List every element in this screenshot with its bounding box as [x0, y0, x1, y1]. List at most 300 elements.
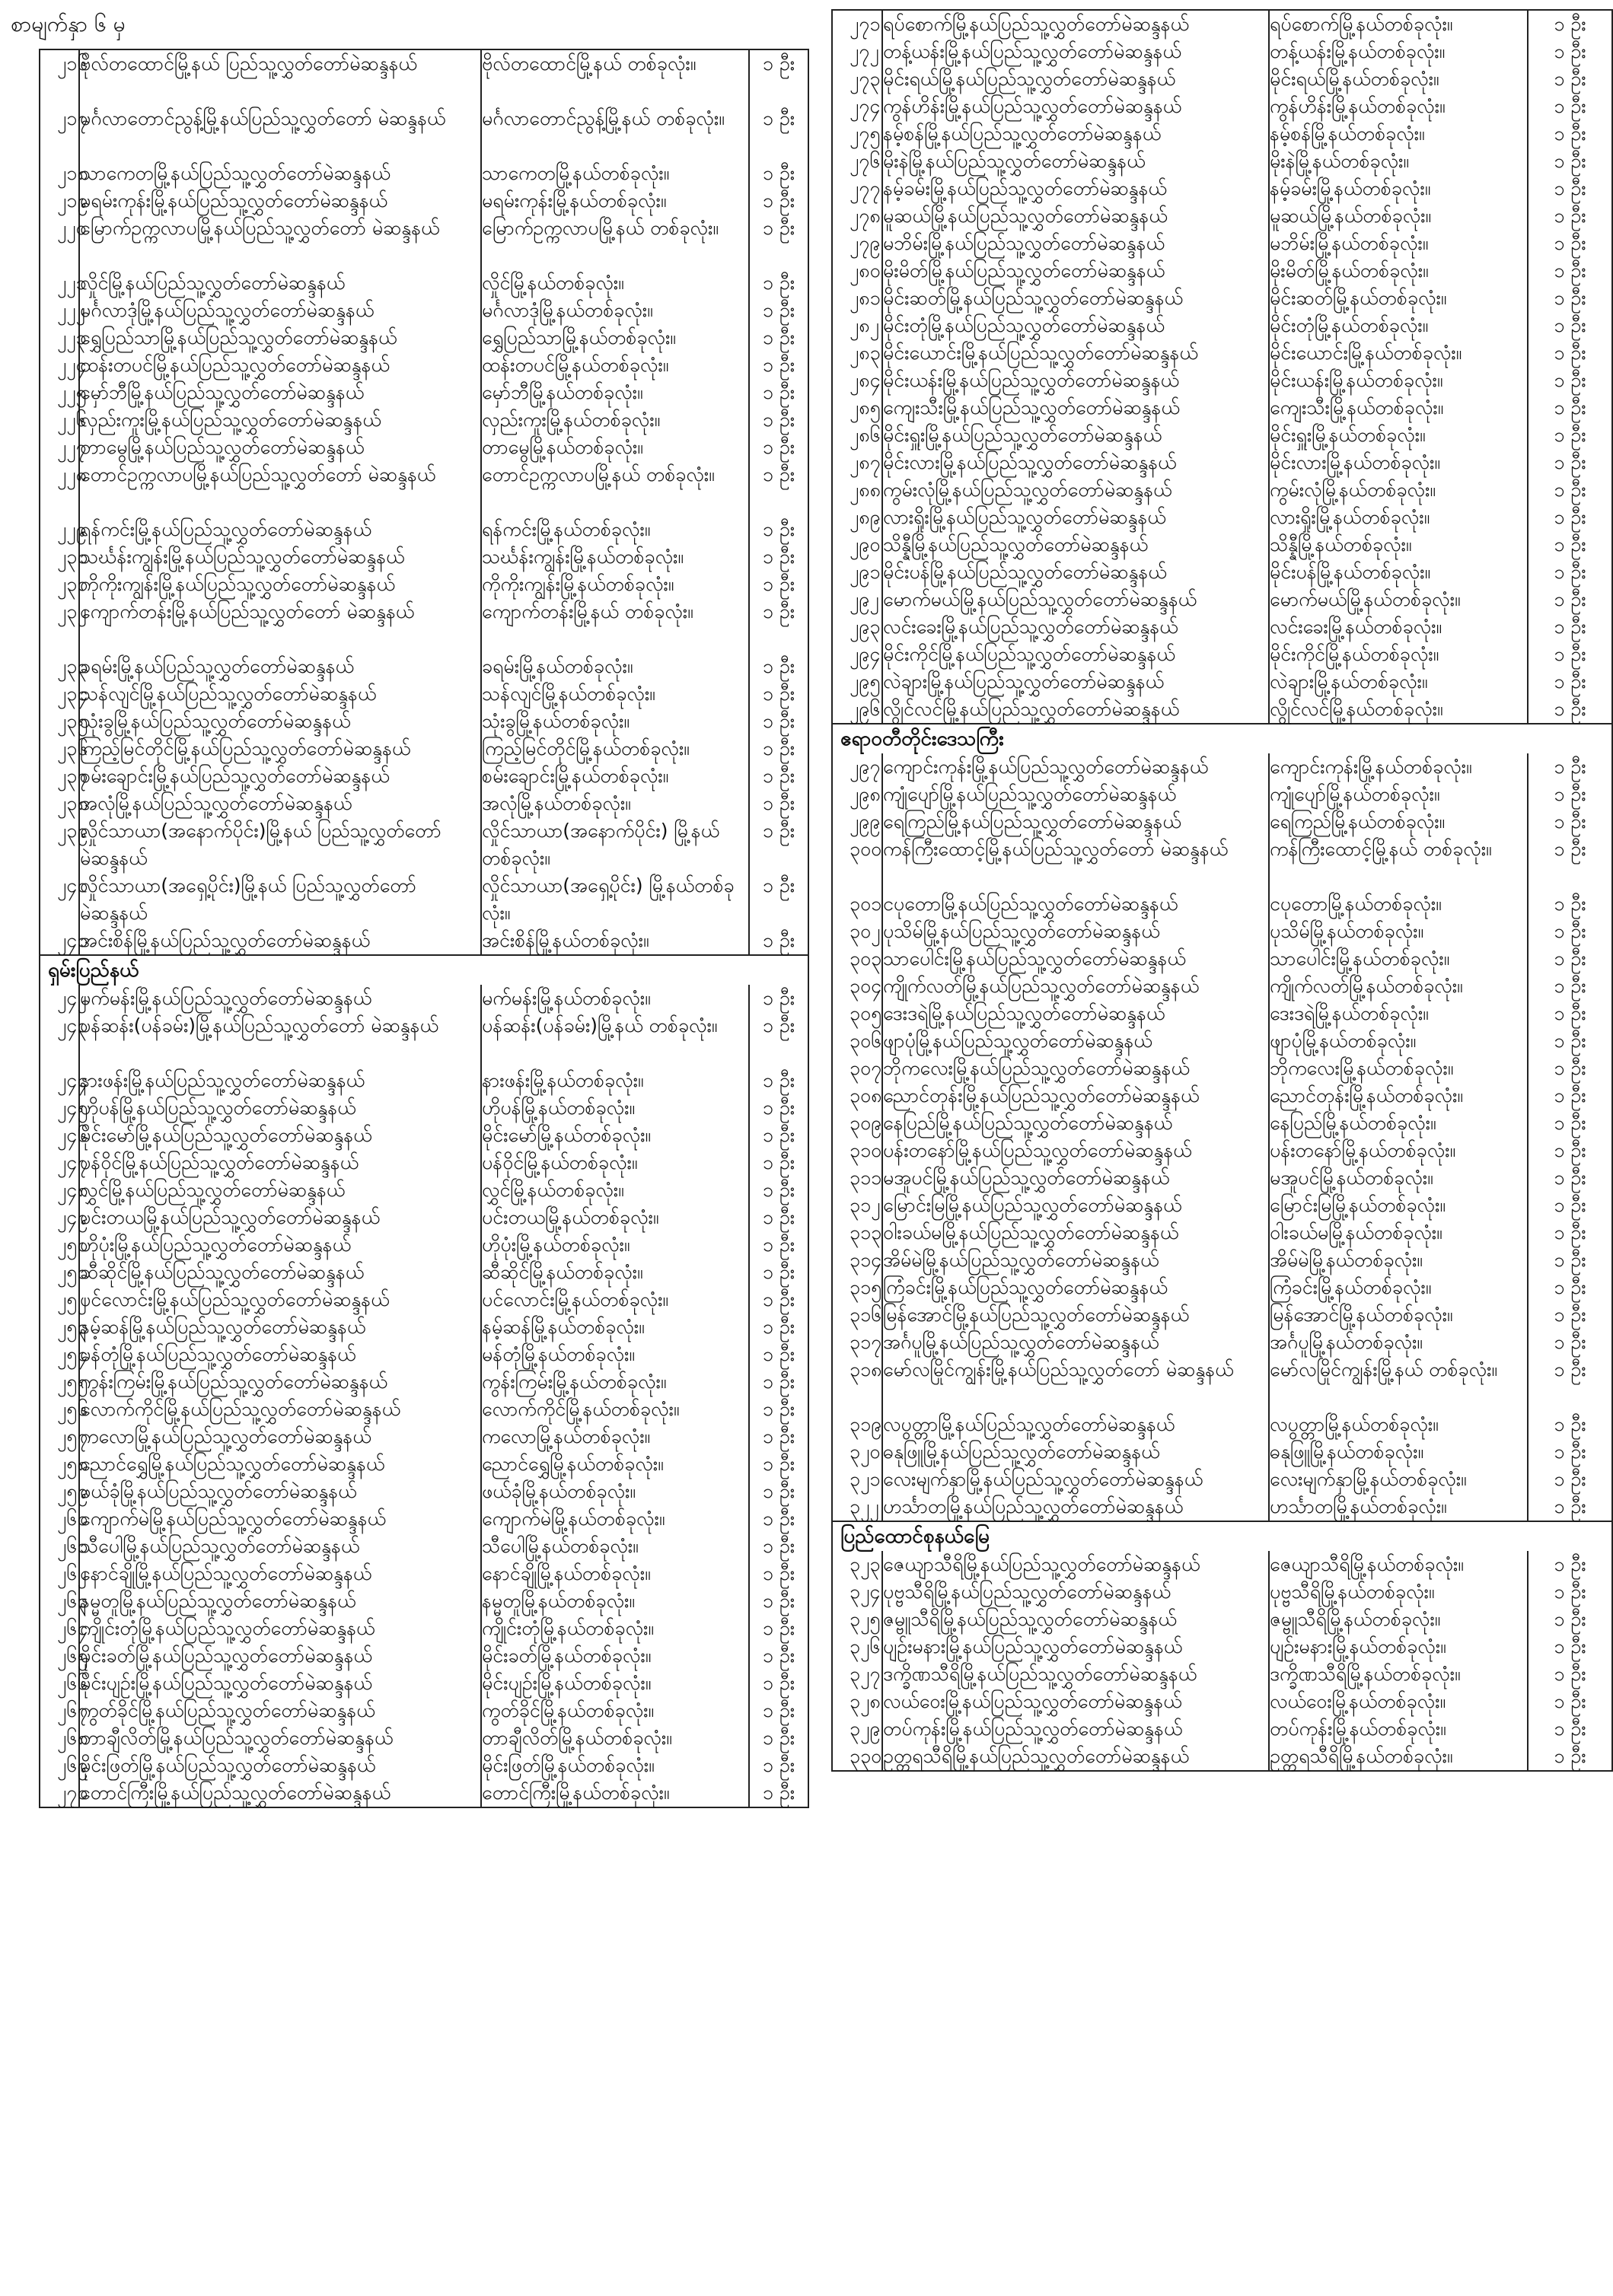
constituency-name: လှည်းကူးမြို့နယ်ပြည်သူ့လွှတ်တော်မဲဆန္ဒနယ်	[80, 409, 381, 431]
row-number: ၂၉၉	[850, 810, 881, 833]
row-number: ၂၆၆	[57, 1672, 88, 1694]
row-number: ၂၃၁	[57, 573, 88, 595]
constituency-area: ပုဗ္ဗသီရိမြို့နယ်တစ်ခုလုံး။	[1270, 1581, 1435, 1603]
row-number: ၃၀၄	[850, 975, 882, 997]
representative-count: ၁ ဦး	[762, 463, 795, 486]
constituency-name: မှော်ဘီမြို့နယ်ပြည်သူ့လွှတ်တော်မဲဆန္ဒနယ်	[80, 381, 365, 403]
representative-count: ၁ ဦး	[762, 1343, 795, 1365]
constituency-name: မင်္ဂလာဒုံမြို့နယ်ပြည်သူ့လွှတ်တော်မဲဆန္ဒနယ်	[80, 299, 375, 321]
representative-count: ၁ ဦး	[1554, 13, 1586, 35]
section-heading-row	[40, 955, 808, 985]
representative-count: ၁ ဦး	[1554, 1030, 1586, 1052]
constituency-area: မော်လမြိုင်ကျွန်းမြို့နယ် တစ်ခုလုံး။	[1270, 1358, 1497, 1380]
row-number: ၃၁၂	[850, 1194, 881, 1216]
representative-count: ၁ ဦး	[1554, 947, 1586, 970]
constituency-name: မိုင်းရယ်မြို့နယ်ပြည်သူ့လွှတ်တော်မဲဆန္ဒနယ်	[883, 68, 1176, 90]
representative-count: ၁ ဦး	[762, 1535, 795, 1557]
serial-number-column	[832, 10, 882, 724]
row-number: ၂၃၃	[57, 655, 88, 677]
row-number: ၂၉၂	[850, 588, 879, 610]
row-number: ၃၁၄	[850, 1249, 882, 1271]
representative-count: ၁ ဦး	[762, 1480, 795, 1502]
representative-count: ၁ ဦး	[1554, 1331, 1586, 1353]
constituency-name: သန်လျင်မြို့နယ်ပြည်သူ့လွှတ်တော်မဲဆန္ဒနယ်	[80, 683, 377, 705]
count-column	[749, 49, 808, 955]
constituency-name: ပန်းတနော်မြို့နယ်ပြည်သူ့လွှတ်တော်မဲဆန္ဒနယ်	[883, 1139, 1192, 1161]
area-column	[481, 985, 749, 1807]
row-number: ၂၆၂	[57, 1562, 87, 1584]
row-number: ၂၉၄	[850, 643, 881, 665]
constituency-name: မိုးနဲမြို့နယ်ပြည်သူ့လွှတ်တော်မဲဆန္ဒနယ်	[883, 150, 1146, 172]
constituency-area: မအူပင်မြို့နယ်တစ်ခုလုံး။	[1270, 1167, 1433, 1189]
constituency-area: ကွမ်းလုံမြို့နယ်တစ်ခုလုံး။	[1270, 479, 1436, 501]
constituency-area: ကွန်ဟိန်းမြို့နယ်တစ်ခုလုံး။	[1270, 95, 1446, 117]
constituency-name: ကြည့်မြင်တိုင်မြို့နယ်ပြည်သူ့လွှတ်တော်မဲဆန္ဒနယ်	[80, 737, 411, 759]
constituency-name: ရေကြည်မြို့နယ်ပြည်သူ့လွှတ်တော်မဲဆန္ဒနယ်	[883, 810, 1181, 833]
representative-count: ၁ ဦး	[1554, 975, 1586, 997]
constituency-name: ဥတ္တရသီရိမြို့နယ်ပြည်သူ့လွှတ်တော်မဲဆန္ဒနယ်	[883, 1745, 1189, 1767]
representative-count: ၁ ဦး	[1554, 1413, 1586, 1435]
representative-count: ၁ ဦး	[762, 820, 795, 842]
representative-count: ၁ ဦး	[762, 381, 795, 403]
constituency-name: တန့်ယန်းမြို့နယ်ပြည်သူ့လွှတ်တော်မဲဆန္ဒနယ်	[883, 40, 1181, 62]
representative-count: ၁ ဦး	[1554, 1112, 1586, 1134]
row-number: ၂၈၇	[850, 451, 881, 473]
constituency-area: မိုင်းလားမြို့နယ်တစ်ခုလုံး။	[1270, 451, 1440, 473]
section-body-row	[832, 10, 1612, 724]
row-number: ၂၈၈	[850, 479, 881, 501]
constituency-area: တာချီလိတ်မြို့နယ်တစ်ခုလုံး။	[482, 1727, 672, 1749]
constituency-name: မူဆယ်မြို့နယ်ပြည်သူ့လွှတ်တော်မဲဆန္ဒနယ်	[883, 205, 1168, 227]
representative-count: ၁ ဦး	[1554, 123, 1586, 145]
constituency-name: ကွမ်းလုံမြို့နယ်ပြည်သူ့လွှတ်တော်မဲဆန္ဒနယ်	[883, 479, 1172, 501]
row-number: ၂၂၄	[57, 354, 87, 376]
row-number: ၂၄၂	[57, 987, 87, 1009]
constituency-area: ခရမ်းမြို့နယ်တစ်ခုလုံး။	[482, 655, 633, 677]
row-number: ၂၆၇	[57, 1699, 88, 1721]
constituency-area: မိုင်းဆတ်မြို့နယ်တစ်ခုလုံး။	[1270, 287, 1447, 309]
row-number: ၂၉၈	[850, 783, 881, 805]
representative-count: ၁ ဦး	[1554, 1057, 1586, 1079]
constituency-name: ကျိုက်လတ်မြို့နယ်ပြည်သူ့လွှတ်တော်မဲဆန္ဒနယ်	[883, 975, 1200, 997]
constituency-area: ဖျာပုံမြို့နယ်တစ်ခုလုံး။	[1270, 1030, 1417, 1052]
constituency-area: ကွန်းကြမ်းမြို့နယ်တစ်ခုလုံး။	[482, 1371, 667, 1393]
constituency-name: ငပုတောမြို့နယ်ပြည်သူ့လွှတ်တော်မဲဆန္ဒနယ်	[883, 893, 1178, 915]
representative-count: ၁ ဦး	[762, 929, 795, 951]
constituency-name: အိမ်မဲမြို့နယ်ပြည်သူ့လွှတ်တော်မဲဆန္ဒနယ်	[883, 1249, 1159, 1271]
constituency-name: နားဖန်းမြို့နယ်ပြည်သူ့လွှတ်တော်မဲဆန္ဒနယ်	[80, 1069, 365, 1091]
representative-count: ၁ ဦး	[1554, 783, 1586, 805]
constituency-name: လောက်ကိုင်မြို့နယ်ပြည်သူ့လွှတ်တော်မဲဆန္ဒနယ်	[80, 1398, 400, 1420]
row-number: ၂၂၈	[57, 463, 87, 486]
representative-count: ၁ ဦး	[762, 600, 795, 623]
constituency-area: မှော်ဘီမြို့နယ်တစ်ခုလုံး။	[482, 381, 643, 403]
constituency-name: ကန်ကြီးထောင့်မြို့နယ်ပြည်သူ့လွှတ်တော် မဲဆန္ဒနယ်	[883, 838, 1229, 860]
representative-count: ၁ ဦး	[1554, 1221, 1586, 1244]
constituency-area: ကျောက်တန်းမြို့နယ် တစ်ခုလုံး။	[482, 600, 693, 623]
constituency-name: တာမွေမြို့နယ်ပြည်သူ့လွှတ်တော်မဲဆန္ဒနယ်	[80, 436, 365, 458]
row-number: ၂၈၀	[850, 260, 881, 282]
row-number: ၃၁၆	[850, 1304, 882, 1326]
count-column	[1528, 1551, 1612, 1771]
constituency-name: ထန်းတပင်မြို့နယ်ပြည်သူ့လွှတ်တော်မဲဆန္ဒနယ်	[80, 354, 390, 376]
constituency-name: မိုင်းကိုင်မြို့နယ်ပြည်သူ့လွှတ်တော်မဲဆန္ဒနယ်	[883, 643, 1175, 665]
row-number: ၃၀၇	[850, 1057, 882, 1079]
constituency-area: ဥတ္တရသီရိမြို့နယ်တစ်ခုလုံး။	[1270, 1745, 1453, 1767]
constituency-area: ဝါးခယ်မမြို့နယ်တစ်ခုလုံး။	[1270, 1221, 1442, 1244]
row-number: ၂၇၅	[850, 123, 881, 145]
constituency-name: ကျိုင်းတုံမြို့နယ်ပြည်သူ့လွှတ်တော်မဲဆန္ဒနယ်	[80, 1617, 375, 1639]
row-number: ၂၃၀	[57, 546, 88, 568]
constituency-area: တောင်ကြီးမြို့နယ်တစ်ခုလုံး။	[482, 1782, 670, 1804]
constituency-name: တာချီလိတ်မြို့နယ်ပြည်သူ့လွှတ်တော်မဲဆန္ဒနယ်	[80, 1727, 394, 1749]
representative-count: ၁ ဦး	[1554, 670, 1586, 693]
constituency-area: ရပ်စောက်မြို့နယ်တစ်ခုလုံး။	[1270, 13, 1453, 35]
count-column	[1528, 10, 1612, 724]
representative-count: ၁ ဦး	[1554, 1608, 1586, 1630]
row-number: ၂၅၅	[57, 1371, 88, 1393]
row-number: ၃၁၇	[850, 1331, 882, 1353]
constituency-name: မော်လမြိုင်ကျွန်းမြို့နယ်ပြည်သူ့လွှတ်တော် မဲဆန္ဒနယ်	[883, 1358, 1234, 1380]
row-number: ၂၇၈	[850, 205, 881, 227]
representative-count: ၁ ဦး	[1554, 1718, 1586, 1740]
constituency-area: လေးမျက်နှာမြို့နယ်တစ်ခုလုံး။	[1270, 1468, 1467, 1490]
row-number: ၂၃၄	[57, 683, 88, 705]
representative-count: ၁ ဦး	[762, 326, 795, 349]
constituency-name: ကျောင်းကုန်းမြို့နယ်ပြည်သူ့လွှတ်တော်မဲဆန္ဒနယ်	[883, 756, 1209, 778]
constituency-name: ကွန်ဟိန်းမြို့နယ်ပြည်သူ့လွှတ်တော်မဲဆန္ဒနယ်	[883, 95, 1182, 117]
constituency-name: အင်္ဂပူမြို့နယ်ပြည်သူ့လွှတ်တော်မဲဆန္ဒနယ်	[883, 1331, 1159, 1353]
constituency-area: မိုင်းပျဉ်းမြို့နယ်တစ်ခုလုံး။	[482, 1672, 652, 1694]
representative-count: ၁ ဦး	[1554, 232, 1586, 254]
serial-number-column	[40, 985, 88, 1807]
representative-count: ၁ ဦး	[1554, 68, 1586, 90]
representative-count: ၁ ဦး	[1554, 698, 1586, 720]
representative-count: ၁ ဦး	[1554, 561, 1586, 583]
row-number: ၂၄၉	[57, 1206, 88, 1228]
representative-count: ၁ ဦး	[762, 710, 795, 732]
constituency-area: မိုင်းဖြတ်မြို့နယ်တစ်ခုလုံး။	[482, 1754, 655, 1776]
constituency-name: သာကေတမြို့နယ်ပြည်သူ့လွှတ်တော်မဲဆန္ဒနယ်	[80, 162, 390, 184]
constituency-name: မန်တုံမြို့နယ်ပြည်သူ့လွှတ်တော်မဲဆန္ဒနယ်	[80, 1343, 356, 1365]
representative-count: ၁ ဦး	[1554, 533, 1586, 556]
constituency-area: မောက်မယ်မြို့နယ်တစ်ခုလုံး။	[1270, 588, 1461, 610]
row-number: ၂၆၁	[57, 1535, 88, 1557]
constituency-name: ကျောက်မဲမြို့နယ်ပြည်သူ့လွှတ်တော်မဲဆန္ဒနယ်	[80, 1508, 386, 1530]
constituency-area: သန်လျင်မြို့နယ်တစ်ခုလုံး။	[482, 683, 655, 705]
row-number: ၂၄၇	[57, 1151, 88, 1173]
serial-number-column	[832, 1551, 882, 1771]
constituency-area: မင်္ဂလာဒုံမြို့နယ်တစ်ခုလုံး။	[482, 299, 653, 321]
constituency-name: ရပ်စောက်မြို့နယ်ပြည်သူ့လွှတ်တော်မဲဆန္ဒနယ်	[883, 13, 1189, 35]
row-number: ၂၂၉	[57, 518, 87, 540]
constituency-area: မိုးနဲမြို့နယ်တစ်ခုလုံး။	[1270, 150, 1409, 172]
row-number: ၃၁၈	[850, 1358, 882, 1380]
constituency-area: ပန်ဆန်း(ပန်ခမ်း)မြို့နယ် တစ်ခုလုံး။	[482, 1014, 718, 1037]
representative-count: ၁ ဦး	[762, 299, 795, 321]
row-number: ၂၇၆	[850, 150, 881, 172]
representative-count: ၁ ဦး	[762, 1727, 795, 1749]
constituency-area: ဇေယျာသီရိမြို့နယ်တစ်ခုလုံး။	[1270, 1553, 1464, 1575]
constituency-area: လင်းခေးမြို့နယ်တစ်ခုလုံး။	[1270, 616, 1442, 638]
constituency-name: မိုင်းလားမြို့နယ်ပြည်သူ့လွှတ်တော်မဲဆန္ဒနယ်	[883, 451, 1177, 473]
row-number: ၂၂၅	[57, 381, 87, 403]
constituency-name: လယ်ဝေးမြို့နယ်ပြည်သူ့လွှတ်တော်မဲဆန္ဒနယ်	[883, 1690, 1182, 1712]
representative-count: ၁ ဦး	[1554, 150, 1586, 172]
constituency-name: မိုင်းပန်မြို့နယ်ပြည်သူ့လွှတ်တော်မဲဆန္ဒနယ်	[883, 561, 1167, 583]
constituency-area: နေပြည်မြို့နယ်တစ်ခုလုံး။	[1270, 1112, 1436, 1134]
constituency-area: နောင်ချိုမြို့နယ်တစ်ခုလုံး။	[482, 1562, 651, 1584]
constituency-area: လပွတ္တာမြို့နယ်တစ်ခုလုံး။	[1270, 1413, 1439, 1435]
constituency-name: တပ်ကုန်းမြို့နယ်ပြည်သူ့လွှတ်တော်မဲဆန္ဒနယ်	[883, 1718, 1183, 1740]
row-number: ၂၄၅	[57, 1097, 88, 1119]
representative-count: ၁ ဦး	[1554, 369, 1586, 391]
constituency-area: ဟင်္သာတမြို့နယ်တစ်ခုလုံး။	[1270, 1495, 1447, 1517]
constituency-name: အင်းစိန်မြို့နယ်ပြည်သူ့လွှတ်တော်မဲဆန္ဒနယ်	[80, 929, 371, 951]
representative-count: ၁ ဦး	[762, 107, 795, 129]
constituency-name: မအူပင်မြို့နယ်ပြည်သူ့လွှတ်တော်မဲဆန္ဒနယ်	[883, 1167, 1170, 1189]
representative-count: ၁ ဦး	[762, 1645, 795, 1667]
row-number: ၂၆၄	[57, 1617, 88, 1639]
constituency-area: မိုင်းရယ်မြို့နယ်တစ်ခုလုံး။	[1270, 68, 1439, 90]
constituency-name: မိုင်းရှူးမြို့နယ်ပြည်သူ့လွှတ်တော်မဲဆန္ဒနယ်	[883, 424, 1162, 446]
representative-count: ၁ ဦး	[1554, 40, 1586, 62]
row-number: ၂၉၀	[850, 533, 881, 556]
constituency-area: ကျောက်မဲမြို့နယ်တစ်ခုလုံး။	[482, 1508, 665, 1530]
constituency-area: ကလောမြို့နယ်တစ်ခုလုံး။	[482, 1425, 651, 1447]
row-number: ၂၂၆	[57, 409, 87, 431]
constituency-area: တပ်ကုန်းမြို့နယ်တစ်ခုလုံး။	[1270, 1718, 1446, 1740]
constituency-name: မက်မန်းမြို့နယ်ပြည်သူ့လွှတ်တော်မဲဆန္ဒနယ်	[80, 987, 372, 1009]
row-number: ၂၄၈	[57, 1179, 88, 1201]
constituency-area: ကျုံပျော်မြို့နယ်တစ်ခုလုံး။	[1270, 783, 1440, 805]
constituency-name: မြောက်ဥက္ကလာပမြို့နယ်ပြည်သူ့လွှတ်တော် မဲဆန္ဒနယ်	[80, 217, 440, 239]
representative-count: ၁ ဦး	[1554, 1358, 1586, 1380]
constituency-area: နမ့်ခမ်းမြို့နယ်တစ်ခုလုံး။	[1270, 177, 1431, 199]
representative-count: ၁ ဦး	[762, 1508, 795, 1530]
constituency-area: လောက်ကိုင်မြို့နယ်တစ်ခုလုံး။	[482, 1398, 680, 1420]
constituency-name: နမ့်ခမ်းမြို့နယ်ပြည်သူ့လွှတ်တော်မဲဆန္ဒနယ်	[883, 177, 1167, 199]
constituency-name: ပန်ဆန်း(ပန်ခမ်း)မြို့နယ်ပြည်သူ့လွှတ်တော် မဲဆန္ဒနယ်	[80, 1014, 438, 1037]
representative-count: ၁ ဦး	[762, 518, 795, 540]
constituency-area: ဆီဆိုင်မြို့နယ်တစ်ခုလုံး။	[482, 1261, 643, 1283]
constituency-area: ပျဉ်းမနားမြို့နယ်တစ်ခုလုံး။	[1270, 1635, 1446, 1658]
constituency-area: မိုင်းကိုင်မြို့နယ်တစ်ခုလုံး။	[1270, 643, 1439, 665]
constituency-name: ရန်ကင်းမြို့နယ်ပြည်သူ့လွှတ်တော်မဲဆန္ဒနယ်	[80, 518, 371, 540]
row-number: ၂၃၂	[57, 600, 87, 623]
representative-count: ၁ ဦး	[1554, 1690, 1586, 1712]
constituency-area: သာကေတမြို့နယ်တစ်ခုလုံး။	[482, 162, 670, 184]
constituency-name: လှိုင်သာယာ(အရှေ့ပိုင်း)မြို့နယ် ပြည်သူ့လွှတ်တော်မဲဆန္ဒနယ်	[80, 874, 416, 924]
section-heading: ဧရာဝတီတိုင်းဒေသကြီး	[840, 728, 1004, 750]
representative-count: ၁ ဦး	[762, 1754, 795, 1776]
row-number: ၃၀၈	[850, 1084, 882, 1107]
row-number: ၂၇၁	[850, 13, 881, 35]
constituency-area: ကိုကိုးကျွန်းမြို့နယ်တစ်ခုလုံး။	[482, 573, 674, 595]
constituency-name: လှိုင်သာယာ(အနောက်ပိုင်း)မြို့နယ် ပြည်သူ့လွှတ်တော်မဲဆန္ဒနယ်	[80, 820, 442, 869]
row-number: ၃၂၈	[850, 1690, 881, 1712]
constituency-name: ကြံခင်းမြို့နယ်ပြည်သူ့လွှတ်တော်မဲဆန္ဒနယ်	[883, 1276, 1168, 1298]
count-column	[749, 985, 808, 1807]
constituency-name: ဆီဆိုင်မြို့နယ်ပြည်သူ့လွှတ်တော်မဲဆန္ဒနယ်	[80, 1261, 365, 1283]
constituency-name: မိုးမိတ်မြို့နယ်ပြည်သူ့လွှတ်တော်မဲဆန္ဒနယ်	[883, 260, 1165, 282]
constituency-area: မူဆယ်မြို့နယ်တစ်ခုလုံး။	[1270, 205, 1432, 227]
representative-count: ၁ ဦး	[762, 272, 795, 294]
constituency-area: ဒေးဒရဲမြို့နယ်တစ်ခုလုံး။	[1270, 1002, 1429, 1024]
representative-count: ၁ ဦး	[762, 1316, 795, 1338]
constituency-area: သာပေါင်းမြို့နယ်တစ်ခုလုံး။	[1270, 947, 1450, 970]
constituency-area: ညောင်တုန်းမြို့နယ်တစ်ခုလုံး။	[1270, 1084, 1463, 1107]
representative-count: ၁ ဦး	[1554, 1441, 1586, 1463]
constituency-name: လပွတ္တာမြို့နယ်ပြည်သူ့လွှတ်တော်မဲဆန္ဒနယ်	[883, 1413, 1175, 1435]
row-number: ၃၀၀	[850, 838, 882, 860]
row-number: ၂၇၄	[850, 95, 881, 117]
constituency-area: ကျိုက်လတ်မြို့နယ်တစ်ခုလုံး။	[1270, 975, 1463, 997]
representative-count: ၁ ဦး	[762, 546, 795, 568]
row-number: ၂၃၈	[57, 792, 88, 814]
row-number: ၃၁၁	[850, 1167, 882, 1189]
row-number: ၂၅၃	[57, 1316, 88, 1338]
row-number: ၂၅၄	[57, 1343, 88, 1365]
constituency-name: မောက်မယ်မြို့နယ်ပြည်သူ့လွှတ်တော်မဲဆန္ဒနယ်	[883, 588, 1197, 610]
representative-count: ၁ ဦး	[1554, 1249, 1586, 1271]
constituency-name: ပင်လောင်းမြို့နယ်ပြည်သူ့လွှတ်တော်မဲဆန္ဒနယ်	[80, 1288, 390, 1310]
constituency-name: သာပေါင်းမြို့နယ်ပြည်သူ့လွှတ်တော်မဲဆန္ဒနယ်	[883, 947, 1186, 970]
constituency-name: ဒက္ခိဏသီရိမြို့နယ်ပြည်သူ့လွှတ်တော်မဲဆန္ဒနယ်	[883, 1663, 1197, 1685]
constituency-name: ဘိုကလေးမြို့နယ်ပြည်သူ့လွှတ်တော်မဲဆန္ဒနယ်	[883, 1057, 1190, 1079]
row-number: ၃၀၃	[850, 947, 882, 970]
representative-count: ၁ ဦး	[1554, 1304, 1586, 1326]
constituency-name: ဖျာပုံမြို့နယ်ပြည်သူ့လွှတ်တော်မဲဆန္ဒနယ်	[883, 1030, 1152, 1052]
representative-count: ၁ ဦး	[1554, 396, 1586, 419]
constituency-name: သင်္ဃန်းကျွန်းမြို့နယ်ပြည်သူ့လွှတ်တော်မဲဆန္ဒနယ်	[80, 546, 405, 568]
constituency-area: လဲချားမြို့နယ်တစ်ခုလုံး။	[1270, 670, 1428, 693]
representative-count: ၁ ဦး	[762, 1097, 795, 1119]
constituency-area: လားရှိုးမြို့နယ်တစ်ခုလုံး။	[1270, 506, 1430, 528]
constituency-area: ဗိုလ်တထောင်မြို့နယ် တစ်ခုလုံး။	[482, 53, 697, 75]
count-column	[1528, 753, 1612, 1521]
constituency-area: သုံးခွမြို့နယ်တစ်ခုလုံး။	[482, 710, 630, 732]
row-number: ၂၆၈	[57, 1727, 88, 1749]
representative-count: ၁ ဦး	[1554, 588, 1586, 610]
constituency-area: ဟိုပုံးမြို့နယ်တစ်ခုလုံး။	[482, 1234, 630, 1256]
representative-count: ၁ ဦး	[1554, 1002, 1586, 1024]
constituency-area: လွိုင်လင်မြို့နယ်တစ်ခုလုံး။	[1270, 698, 1443, 720]
constituency-name: ဓနုဖြူမြို့နယ်ပြည်သူ့လွှတ်တော်မဲဆန္ဒနယ်	[883, 1441, 1160, 1463]
constituency-area: လှိုင်သာယာ(အရှေ့ပိုင်း) မြို့နယ်တစ်ခုလုံး။	[482, 874, 735, 924]
constituency-area: ကျေးသီးမြို့နယ်တစ်ခုလုံး။	[1270, 396, 1444, 419]
constituency-name: မိုင်းမော်မြို့နယ်ပြည်သူ့လွှတ်တော်မဲဆန္ဒနယ်	[80, 1124, 372, 1146]
constituency-name: ဟိုပုံးမြို့နယ်ပြည်သူ့လွှတ်တော်မဲဆန္ဒနယ်	[80, 1234, 351, 1256]
representative-count: ၁ ဦး	[762, 217, 795, 239]
constituency-area: ကျောင်းကုန်းမြို့နယ်တစ်ခုလုံး။	[1270, 756, 1472, 778]
representative-count: ၁ ဦး	[1554, 756, 1586, 778]
representative-count: ၁ ဦး	[1554, 1194, 1586, 1216]
constituency-area: လှည်းကူးမြို့နယ်တစ်ခုလုံး။	[482, 409, 661, 431]
row-number: ၂၇၉	[850, 232, 881, 254]
representative-count: ၁ ဦး	[762, 1782, 795, 1804]
section-body-row	[832, 1551, 1612, 1771]
constituency-area: ပုသိမ်မြို့နယ်တစ်ခုလုံး။	[1270, 920, 1424, 942]
constituency-name: မင်္ဂလာတောင်ညွန့်မြို့နယ်ပြည်သူ့လွှတ်တော် မဲဆန္ဒနယ်	[80, 107, 446, 129]
section-heading: ရှမ်းပြည်နယ်	[48, 959, 139, 982]
row-number: ၂၁၉	[57, 189, 88, 212]
row-number: ၃၂၇	[850, 1663, 881, 1685]
row-number: ၃၂၀	[850, 1441, 881, 1463]
constituency-name: လွှင်မြို့နယ်ပြည်သူ့လွှတ်တော်မဲဆန္ဒနယ်	[80, 1179, 346, 1201]
section-heading-row	[832, 724, 1612, 753]
representative-count: ၁ ဦး	[1554, 1495, 1586, 1517]
row-number: ၃၀၁	[850, 893, 882, 915]
representative-count: ၁ ဦး	[762, 1014, 795, 1037]
representative-count: ၁ ဦး	[1554, 314, 1586, 336]
representative-count: ၁ ဦး	[1554, 479, 1586, 501]
constituency-column	[882, 1551, 1269, 1771]
constituency-area: ဓနုဖြူမြို့နယ်တစ်ခုလုံး။	[1270, 1441, 1424, 1463]
row-number: ၃၂၆	[850, 1635, 881, 1658]
constituency-area: လယ်ဝေးမြို့နယ်တစ်ခုလုံး။	[1270, 1690, 1446, 1712]
representative-count: ၁ ဦး	[1554, 506, 1586, 528]
representative-count: ၁ ဦး	[762, 162, 795, 184]
row-number: ၃၁၅	[850, 1276, 882, 1298]
section-heading: ပြည်ထောင်စုနယ်မြေ	[840, 1525, 990, 1548]
row-number: ၂၈၆	[850, 424, 881, 446]
constituency-name: မဘိမ်းမြို့နယ်ပြည်သူ့လွှတ်တော်မဲဆန္ဒနယ်	[883, 232, 1165, 254]
row-number: ၃၁၀	[850, 1139, 882, 1161]
row-number: ၂၂၀	[57, 217, 87, 239]
constituency-name: ဇေယျာသီရိမြို့နယ်ပြည်သူ့လွှတ်တော်မဲဆန္ဒနယ်	[883, 1553, 1200, 1575]
representative-count: ၁ ဦး	[762, 737, 795, 759]
representative-count: ၁ ဦး	[762, 792, 795, 814]
row-number: ၂၂၇	[57, 436, 87, 458]
row-number: ၂၅၁	[57, 1261, 88, 1283]
row-number: ၃၀၉	[850, 1112, 882, 1134]
representative-count: ၁ ဦး	[1554, 810, 1586, 833]
constituency-area: ကျိုင်းတုံမြို့နယ်တစ်ခုလုံး။	[482, 1617, 654, 1639]
constituency-area: လှိုင်မြို့နယ်တစ်ခုလုံး။	[482, 272, 624, 294]
constituency-name: လင်းခေးမြို့နယ်ပြည်သူ့လွှတ်တော်မဲဆန္ဒနယ်	[883, 616, 1178, 638]
representative-count: ၁ ဦး	[1554, 342, 1586, 364]
constituency-area: ပန်းတနော်မြို့နယ်တစ်ခုလုံး။	[1270, 1139, 1456, 1161]
constituency-name: နေပြည်မြို့နယ်ပြည်သူ့လွှတ်တော်မဲဆန္ဒနယ်	[883, 1112, 1173, 1134]
representative-count: ၁ ဦး	[1554, 838, 1586, 860]
constituency-name: သိန္နီမြို့နယ်ပြည်သူ့လွှတ်တော်မဲဆန္ဒနယ်	[883, 533, 1148, 556]
row-number: ၃၂၉	[850, 1718, 881, 1740]
representative-count: ၁ ဦး	[1554, 1635, 1586, 1658]
row-number: ၂၆၅	[57, 1645, 88, 1667]
row-number: ၂၂၁	[57, 272, 87, 294]
representative-count: ၁ ဦး	[762, 573, 795, 595]
row-number: ၂၉၃	[850, 616, 881, 638]
row-number: ၂၆၃	[57, 1590, 88, 1612]
row-number: ၂၄၆	[57, 1124, 88, 1146]
representative-count: ၁ ဦး	[1554, 287, 1586, 309]
constituency-name: ပုဗ္ဗသီရိမြို့နယ်ပြည်သူ့လွှတ်တော်မဲဆန္ဒနယ်	[883, 1581, 1171, 1603]
row-number: ၂၆၀	[57, 1508, 88, 1530]
constituency-name: မိုင်းယန်းမြို့နယ်ပြည်သူ့လွှတ်တော်မဲဆန္ဒနယ်	[883, 369, 1179, 391]
row-number: ၂၄၀	[57, 874, 88, 896]
constituency-area: ကန်ကြီးထောင့်မြို့နယ် တစ်ခုလုံး။	[1270, 838, 1492, 860]
row-number: ၂၈၉	[850, 506, 881, 528]
constituency-column	[79, 49, 481, 955]
constituency-name: မိုင်းခတ်မြို့နယ်ပြည်သူ့လွှတ်တော်မဲဆန္ဒနယ်	[80, 1645, 372, 1667]
row-number: ၂၇၀	[57, 1782, 88, 1804]
row-number: ၂၁၈	[57, 162, 88, 184]
constituency-area: ပင်းတယမြို့နယ်တစ်ခုလုံး။	[482, 1206, 659, 1228]
constituency-area: ဖယ်ခုံမြို့နယ်တစ်ခုလုံး။	[482, 1480, 636, 1502]
row-number: ၂၄၄	[57, 1069, 88, 1091]
row-number: ၂၉၇	[850, 756, 881, 778]
